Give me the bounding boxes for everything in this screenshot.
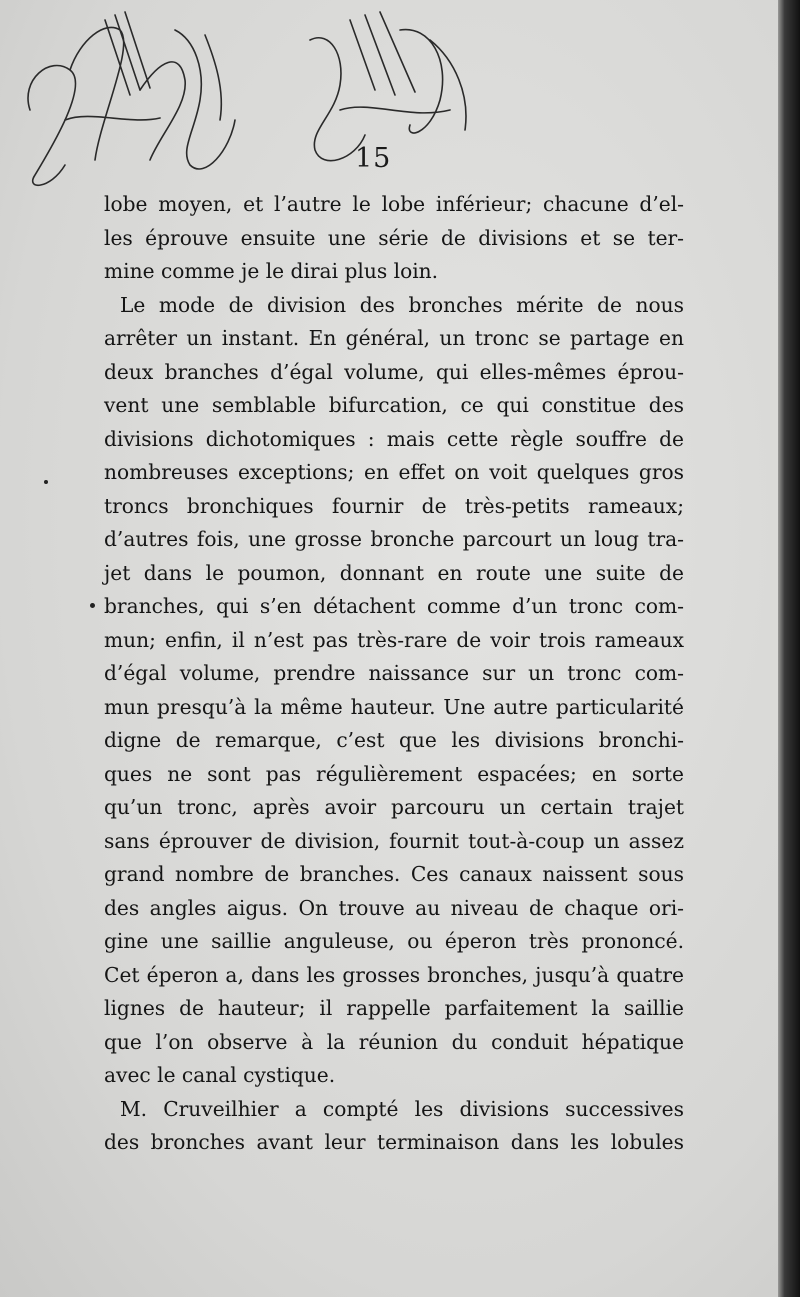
text-line: avec le canal cystique. bbox=[104, 1063, 336, 1087]
text-line: ques ne sont pas régulièrement espacées; en sorte bbox=[104, 761, 684, 786]
ink-speck bbox=[44, 480, 48, 484]
ink-speck bbox=[90, 603, 95, 608]
text-line: que l’on observe à la réunion du conduit hépatique bbox=[104, 1029, 684, 1054]
text-line: Le mode de division des bronches mérite de nous bbox=[120, 292, 684, 317]
text-line: divisions dichotomiques : mais cette règle souffre de bbox=[104, 426, 684, 451]
text-line: grand nombre de branches. Ces canaux naissent sous bbox=[104, 862, 684, 886]
text-line: mun presqu’à la même hauteur. Une autre particularité bbox=[104, 694, 684, 719]
body-text bbox=[104, 188, 684, 1160]
text-line: les éprouve ensuite une série de divisions et se ter- bbox=[104, 225, 684, 250]
text-line: branches, qui s’en détachent comme d’un tronc com- bbox=[104, 594, 684, 618]
page-edge-shadow bbox=[778, 0, 800, 1297]
text-line: Cet éperon a, dans les grosses bronches, jusqu’à quatre bbox=[104, 962, 684, 987]
text-line: lignes de hauteur; il rappelle parfaitement la saillie bbox=[104, 996, 684, 1020]
text-line: mun; enfin, il n’est pas très-rare de voir trois rameaux bbox=[104, 627, 684, 652]
handwritten-signature bbox=[10, 0, 510, 200]
text-line: sans éprouver de division, fournit tout-à-coup un assez bbox=[104, 828, 684, 853]
text-line: troncs bronchiques fournir de très-petits rameaux; bbox=[104, 493, 684, 518]
text-line: arrêter un instant. En général, un tronc se partage en bbox=[104, 326, 684, 350]
text-line: jet dans le poumon, donnant en route une suite de bbox=[104, 560, 684, 585]
text-line: mine comme je le dirai plus loin. bbox=[104, 259, 439, 283]
text-line: M. Cruveilhier a compté les divisions successives bbox=[120, 1096, 684, 1121]
text-line: nombreuses exceptions; en effet on voit quelques gros bbox=[104, 460, 684, 484]
page-number: 15 bbox=[355, 143, 392, 174]
text-line: d’égal volume, prendre naissance sur un tronc com- bbox=[104, 661, 684, 685]
text-line: lobe moyen, et l’autre le lobe inférieur; chacune d’el- bbox=[104, 192, 684, 216]
text-line: deux branches d’égal volume, qui elles-mêmes éprou- bbox=[104, 359, 684, 384]
text-line: des bronches avant leur terminaison dans les lobules bbox=[104, 1130, 684, 1154]
text-line: gine une saillie anguleuse, ou éperon très prononcé. bbox=[104, 929, 684, 953]
text-line: des angles aigus. On trouve au niveau de chaque ori- bbox=[104, 895, 684, 920]
text-line: digne de remarque, c’est que les divisions bronchi- bbox=[104, 728, 684, 752]
text-line: vent une semblable bifurcation, ce qui constitue des bbox=[104, 393, 684, 417]
text-line: d’autres fois, une grosse bronche parcourt un loug tra- bbox=[104, 527, 684, 551]
text-line: qu’un tronc, après avoir parcouru un certain trajet bbox=[104, 795, 684, 819]
